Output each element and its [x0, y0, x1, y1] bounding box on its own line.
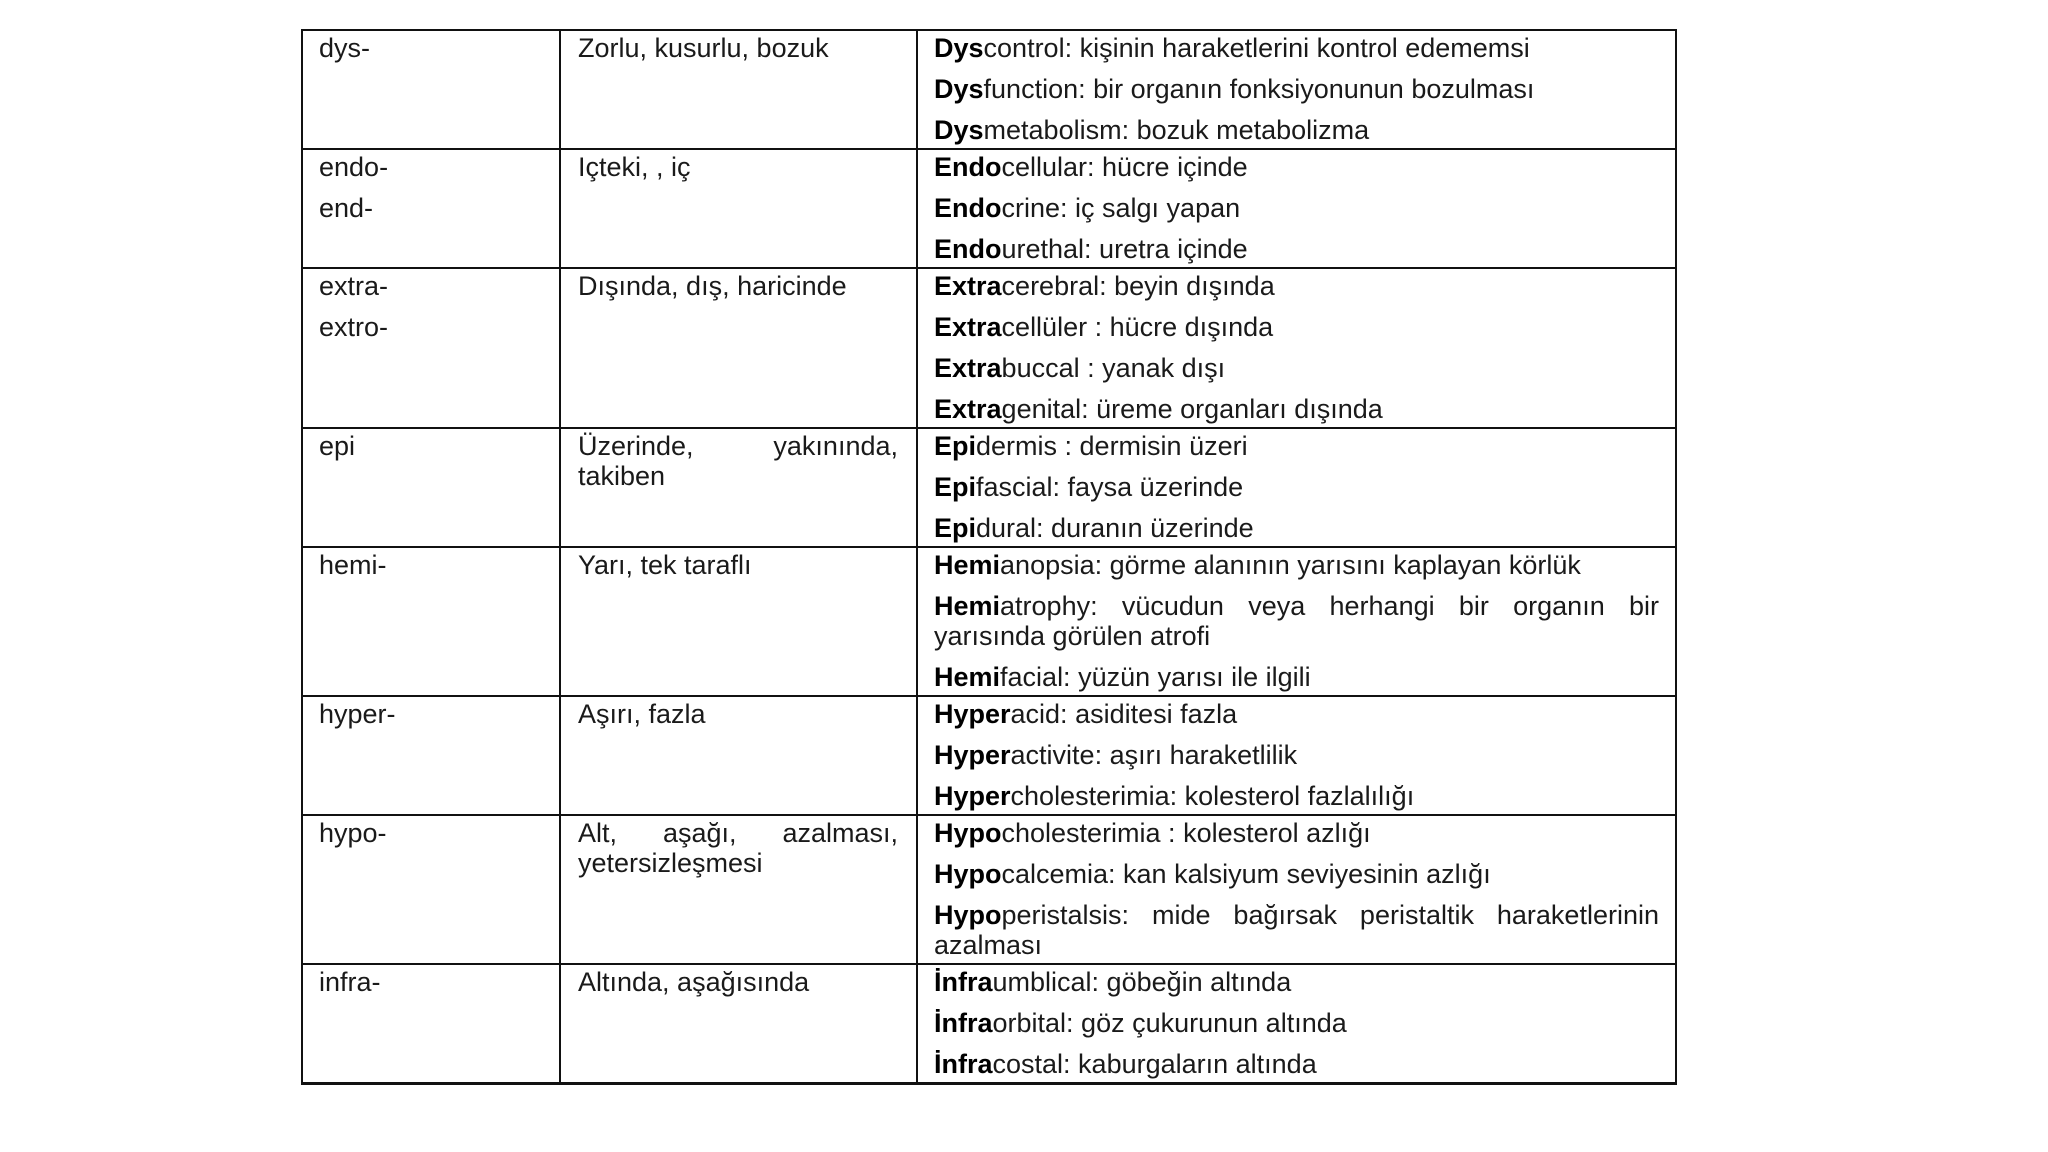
- example-term: [934, 472, 1659, 502]
- example-definition: metabolism: bozuk metabolizma: [983, 115, 1370, 145]
- meaning-text: Içteki, , iç: [578, 152, 691, 182]
- example-definition: buccal : yanak dışı: [1001, 353, 1226, 383]
- example-term: [934, 33, 1659, 63]
- example-prefix-bold: Extra: [934, 312, 1002, 342]
- prefix-cell: [302, 964, 560, 1084]
- example-definition: activite: aşırı haraketlilik: [1010, 740, 1298, 770]
- prefix-text: extra-: [319, 271, 389, 301]
- example-definition: cellular: hücre içinde: [1001, 152, 1248, 182]
- example-term: [934, 1008, 1659, 1038]
- example-term: [934, 781, 1659, 811]
- example-prefix-bold: Dys: [934, 115, 984, 145]
- table-row: [302, 149, 1676, 268]
- meaning-cell: [560, 696, 917, 815]
- example-term: [934, 152, 1659, 182]
- example-term: [934, 193, 1659, 223]
- example-term: [934, 431, 1659, 461]
- example-prefix-bold: Endo: [934, 234, 1002, 264]
- examples-cell: [917, 964, 1676, 1084]
- example-definition: peristalsis: mide bağırsak peristaltik haraketlerinin azalması: [934, 900, 1659, 960]
- example-definition: cellüler : hücre dışında: [1001, 312, 1274, 342]
- meaning-text: Alt, aşağı, azalması, yetersizleşmesi: [578, 818, 898, 878]
- meaning-text: Yarı, tek taraflı: [578, 550, 752, 580]
- example-prefix-bold: Hyper: [934, 699, 1011, 729]
- example-prefix-bold: Epi: [934, 513, 977, 543]
- examples-cell: [917, 30, 1676, 149]
- example-definition: cholesterimia: kolesterol fazlalılığı: [1010, 781, 1415, 811]
- example-term: [934, 900, 1659, 960]
- example-prefix-bold: Hypo: [934, 818, 1002, 848]
- example-prefix-bold: Hemi: [934, 550, 1001, 580]
- example-definition: crine: iç salgı yapan: [1001, 193, 1241, 223]
- meaning-cell: [560, 964, 917, 1084]
- examples-cell: [917, 547, 1676, 696]
- prefix-cell: [302, 696, 560, 815]
- example-term: [934, 740, 1659, 770]
- example-term: [934, 818, 1659, 848]
- example-prefix-bold: Endo: [934, 193, 1002, 223]
- example-definition: urethal: uretra içinde: [1001, 234, 1248, 264]
- table-row: [302, 268, 1676, 428]
- example-prefix-bold: Hypo: [934, 900, 1002, 930]
- prefix-cell: [302, 547, 560, 696]
- table-row: [302, 428, 1676, 547]
- meaning-text: Üzerinde, yakınında, takiben: [578, 431, 898, 491]
- table-row: [302, 964, 1676, 1084]
- example-term: [934, 591, 1659, 651]
- example-prefix-bold: Hypo: [934, 859, 1002, 889]
- example-prefix-bold: Epi: [934, 431, 977, 461]
- prefix-text: hypo-: [319, 818, 387, 848]
- example-prefix-bold: Endo: [934, 152, 1002, 182]
- example-prefix-bold: Dys: [934, 33, 984, 63]
- example-definition: costal: kaburgaların altında: [992, 1049, 1317, 1079]
- examples-cell: [917, 268, 1676, 428]
- example-prefix-bold: Extra: [934, 353, 1002, 383]
- meaning-cell: [560, 815, 917, 964]
- example-term: [934, 74, 1659, 104]
- prefix-text: extro-: [319, 312, 389, 342]
- example-definition: orbital: göz çukurunun altında: [992, 1008, 1347, 1038]
- meaning-cell: [560, 428, 917, 547]
- example-definition: function: bir organın fonksiyonunun bozulması: [983, 74, 1535, 104]
- meaning-cell: [560, 30, 917, 149]
- example-term: [934, 234, 1659, 264]
- prefix-text: hemi-: [319, 550, 387, 580]
- example-prefix-bold: İnfra: [934, 1049, 993, 1079]
- meaning-cell: [560, 547, 917, 696]
- meaning-cell: [560, 268, 917, 428]
- example-term: [934, 271, 1659, 301]
- prefix-cell: [302, 428, 560, 547]
- example-term: [934, 1049, 1659, 1079]
- prefix-cell: [302, 30, 560, 149]
- example-definition: cerebral: beyin dışında: [1001, 271, 1275, 301]
- example-term: [934, 699, 1659, 729]
- example-definition: fascial: faysa üzerinde: [976, 472, 1244, 502]
- example-prefix-bold: Hemi: [934, 662, 1001, 692]
- table-row: [302, 547, 1676, 696]
- meaning-text: Aşırı, fazla: [578, 699, 706, 729]
- example-prefix-bold: Hyper: [934, 781, 1011, 811]
- example-definition: umblical: göbeğin altında: [992, 967, 1292, 997]
- meaning-cell: [560, 149, 917, 268]
- example-term: [934, 550, 1659, 580]
- example-definition: cholesterimia : kolesterol azlığı: [1001, 818, 1371, 848]
- prefix-text: hyper-: [319, 699, 396, 729]
- table-row: [302, 815, 1676, 964]
- meaning-text: Dışında, dış, haricinde: [578, 271, 847, 301]
- meaning-text: Zorlu, kusurlu, bozuk: [578, 33, 829, 63]
- example-prefix-bold: Dys: [934, 74, 984, 104]
- example-term: [934, 312, 1659, 342]
- example-prefix-bold: Extra: [934, 394, 1002, 424]
- prefix-table: [301, 29, 1677, 1085]
- example-definition: atrophy: vücudun veya herhangi bir organın bir yarısında görülen atrofi: [934, 591, 1659, 651]
- table-row: [302, 696, 1676, 815]
- example-prefix-bold: İnfra: [934, 1008, 993, 1038]
- prefix-text: dys-: [319, 33, 371, 63]
- example-term: [934, 967, 1659, 997]
- example-term: [934, 353, 1659, 383]
- meaning-text: Altında, aşağısında: [578, 967, 810, 997]
- example-term: [934, 513, 1659, 543]
- examples-cell: [917, 815, 1676, 964]
- example-definition: anopsia: görme alanının yarısını kaplayan körlük: [1000, 550, 1581, 580]
- example-definition: genital: üreme organları dışında: [1001, 394, 1383, 424]
- example-term: [934, 662, 1659, 692]
- prefix-cell: [302, 268, 560, 428]
- prefix-text: epi: [319, 431, 356, 461]
- example-prefix-bold: Hemi: [934, 591, 1001, 621]
- examples-cell: [917, 696, 1676, 815]
- example-prefix-bold: İnfra: [934, 967, 993, 997]
- example-prefix-bold: Extra: [934, 271, 1002, 301]
- examples-cell: [917, 428, 1676, 547]
- prefix-table-body: [302, 30, 1676, 1084]
- example-definition: dermis : dermisin üzeri: [976, 431, 1248, 461]
- example-definition: dural: duranın üzerinde: [976, 513, 1254, 543]
- example-definition: acid: asiditesi fazla: [1010, 699, 1238, 729]
- example-term: [934, 115, 1659, 145]
- example-term: [934, 859, 1659, 889]
- examples-cell: [917, 149, 1676, 268]
- example-term: [934, 394, 1659, 424]
- example-prefix-bold: Hyper: [934, 740, 1011, 770]
- prefix-cell: [302, 149, 560, 268]
- example-definition: facial: yüzün yarısı ile ilgili: [1000, 662, 1311, 692]
- prefix-text: end-: [319, 193, 374, 223]
- prefix-cell: [302, 815, 560, 964]
- prefix-text: endo-: [319, 152, 389, 182]
- prefix-text: infra-: [319, 967, 381, 997]
- example-prefix-bold: Epi: [934, 472, 977, 502]
- example-definition: control: kişinin haraketlerini kontrol edememsi: [983, 33, 1530, 63]
- table-row: [302, 30, 1676, 149]
- example-definition: calcemia: kan kalsiyum seviyesinin azlığı: [1001, 859, 1491, 889]
